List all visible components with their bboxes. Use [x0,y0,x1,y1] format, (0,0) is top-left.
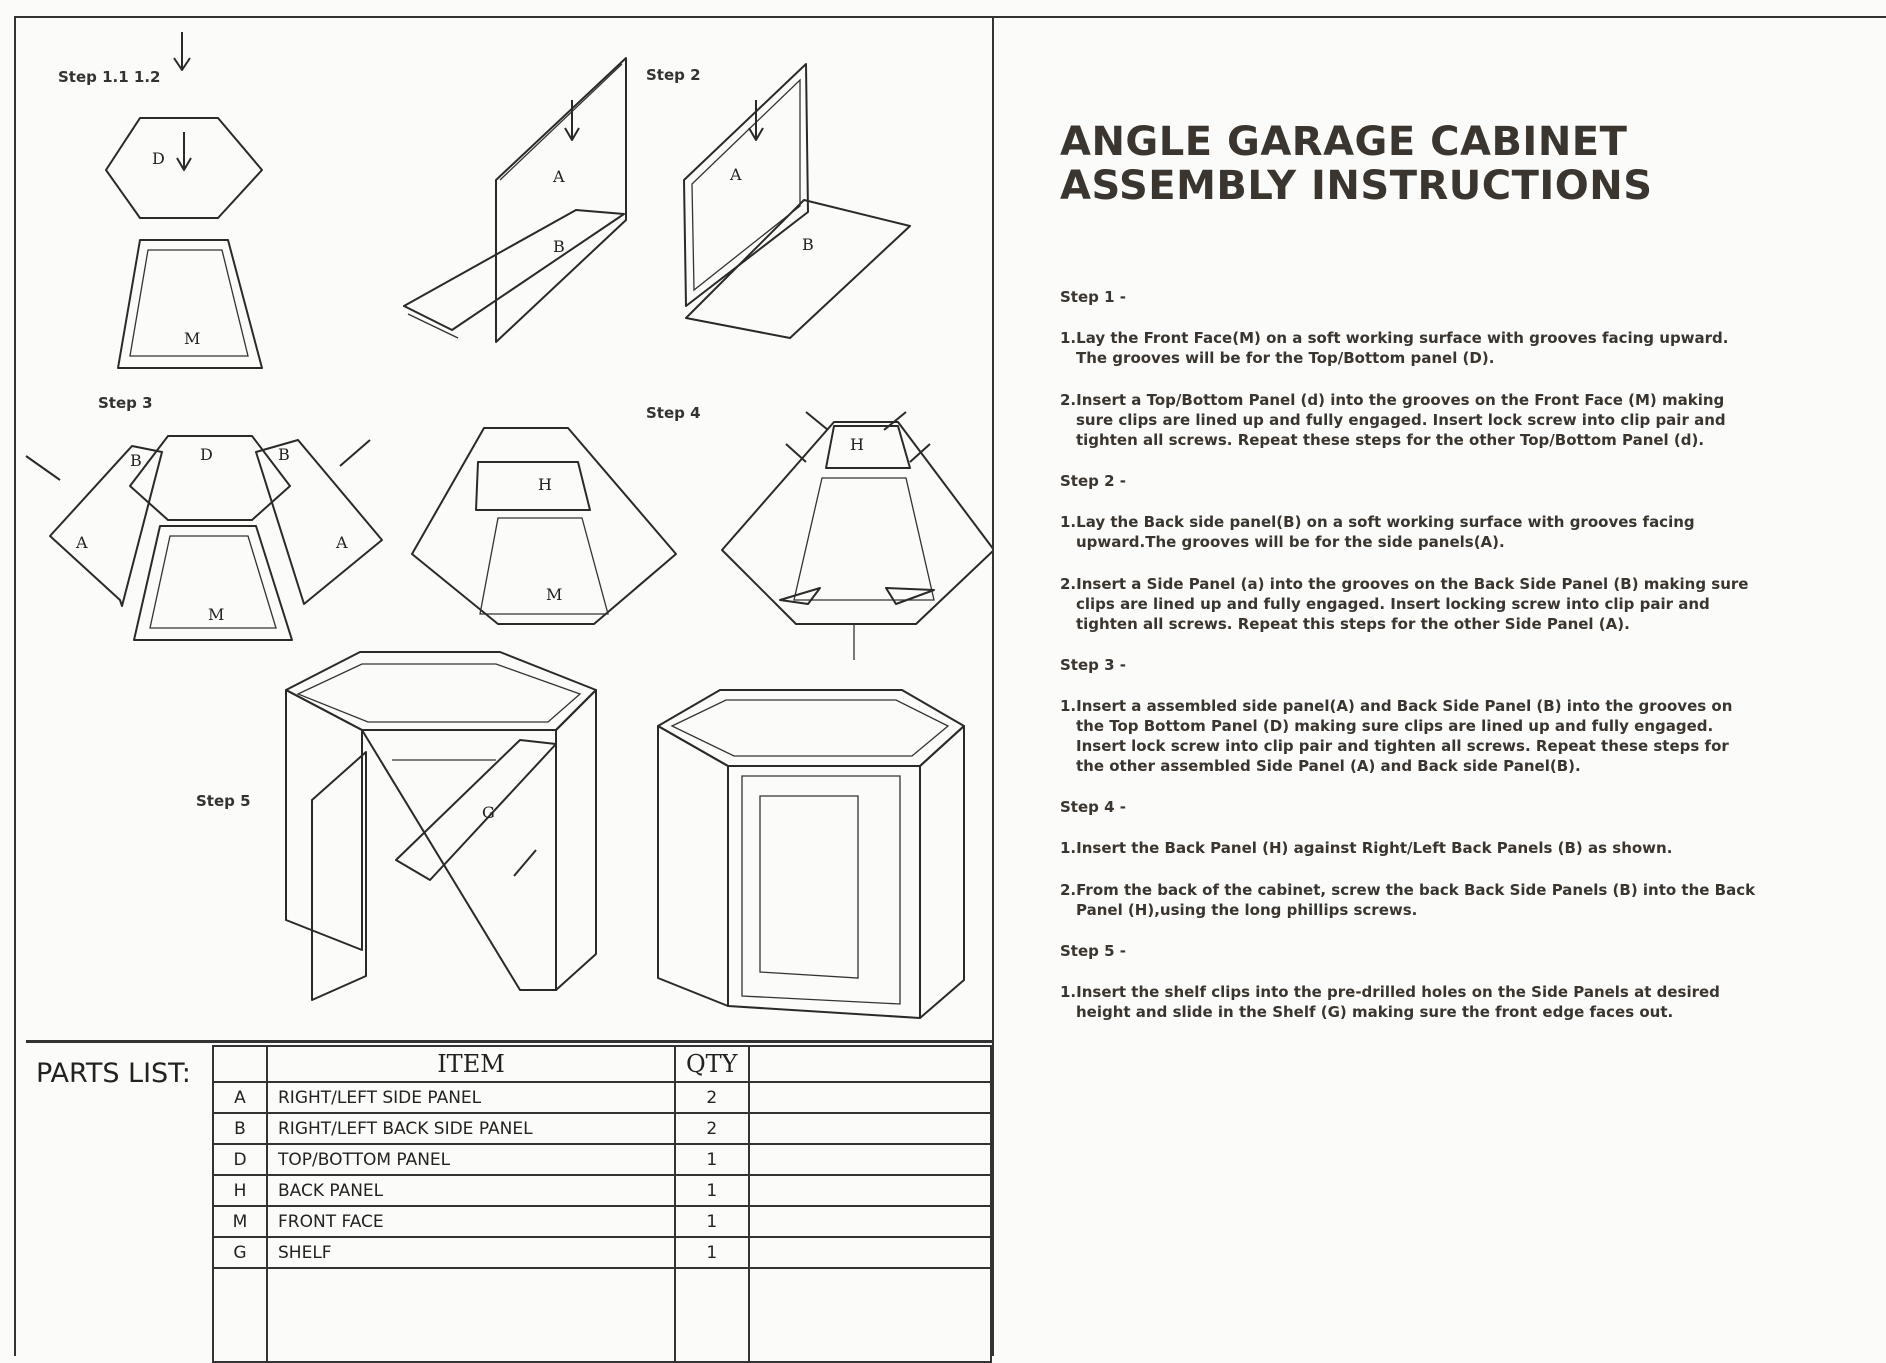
part-letter-a-right-step3: A [336,533,348,552]
part-qty: 1 [675,1237,749,1268]
part-letter-a-step2: A [553,167,565,186]
instructions-body [1060,288,1760,1044]
part-code: A [213,1082,267,1113]
step-4-left-drawing [412,428,676,624]
part-qty: 1 [675,1175,749,1206]
step-2-right-drawing [684,64,910,338]
part-item [267,1268,675,1362]
step-4-label: Step 4 [646,404,701,422]
part-item: BACK PANEL [267,1175,675,1206]
part-blank [749,1268,991,1362]
header-qty: QTY [675,1046,749,1082]
step-2-item-2: 2.Insert a Side Panel (a) into the grooves on the Back Side Panel (B) making sure clips are lined up and fully engaged. Insert locking screw into clip pair and tighten all screws. Repeat this steps for the other Side Panel (A). [1060,575,1749,633]
step-5-item-1: 1.Insert the shelf clips into the pre-drilled holes on the Side Panels at desired height and slide in the Shelf (G) making sure the front edge faces out. [1060,983,1720,1021]
part-letter-b-right-step3: B [278,445,290,464]
step-5-heading: Step 5 - [1060,942,1126,960]
parts-list-divider [26,1040,992,1043]
part-qty [675,1268,749,1362]
step-5-right-drawing [658,690,964,1018]
header-item: ITEM [267,1046,675,1082]
step-1-heading: Step 1 - [1060,288,1126,306]
table-row-empty [213,1268,991,1362]
part-code: D [213,1144,267,1175]
parts-list-table [212,1045,992,1363]
part-letter-d-step3: D [200,445,213,464]
table-row [213,1144,991,1175]
part-item: SHELF [267,1237,675,1268]
table-row [213,1237,991,1268]
step-4-item-2: 2.From the back of the cabinet, screw the back Back Side Panels (B) into the Back Panel (H),using the long phillips screws. [1060,881,1756,919]
step-3-heading: Step 3 - [1060,656,1126,674]
table-row [213,1175,991,1206]
part-code: G [213,1237,267,1268]
part-qty: 1 [675,1144,749,1175]
assembly-diagram [0,0,992,1040]
part-item: RIGHT/LEFT SIDE PANEL [267,1082,675,1113]
step-3-label: Step 3 [98,394,153,412]
title-line-2: ASSEMBLY INSTRUCTIONS [1060,163,1653,209]
table-row [213,1206,991,1237]
part-letter-h-step4: H [538,475,552,494]
step-2-left-drawing [404,58,626,342]
part-blank [749,1237,991,1268]
part-letter-m-step4: M [546,585,563,604]
part-blank [749,1082,991,1113]
step-5-label: Step 5 [196,792,251,810]
part-blank [749,1113,991,1144]
parts-list-title: PARTS LIST: [36,1058,191,1089]
table-row [213,1082,991,1113]
part-letter-a-left-step3: A [76,533,88,552]
part-letter-h-step4b: H [850,435,864,454]
part-letter-g-step5: G [482,803,495,822]
part-code: H [213,1175,267,1206]
part-letter-b-left-step3: B [130,451,142,470]
step-1-item-1: 1.Lay the Front Face(M) on a soft working surface with grooves facing upward. The grooves will be for the Top/Bottom panel (D). [1060,329,1729,367]
table-row [213,1113,991,1144]
part-code [213,1268,267,1362]
step-4-heading: Step 4 - [1060,798,1126,816]
parts-table-header [213,1046,991,1082]
part-item: FRONT FACE [267,1206,675,1237]
part-letter-m: M [184,329,201,348]
step-1-drawing [106,32,262,368]
header-code [213,1046,267,1082]
step-2-label: Step 2 [646,66,701,84]
part-item: TOP/BOTTOM PANEL [267,1144,675,1175]
part-code: B [213,1113,267,1144]
step-2-item-1: 1.Lay the Back side panel(B) on a soft working surface with grooves facing upward.The grooves will be for the side panels(A). [1060,513,1695,551]
header-blank [749,1046,991,1082]
step-4-right-drawing [722,412,992,660]
part-blank [749,1144,991,1175]
part-letter-m-step3: M [208,605,225,624]
part-qty: 2 [675,1082,749,1113]
step-3-item-1: 1.Insert a assembled side panel(A) and Back Side Panel (B) into the grooves on the Top Bottom Panel (D) making sure clips are lined up and fully engaged. Insert lock screw into clip pair and tighten all screws. Repeat these steps for the other assembled Side Panel (A) and Back side Panel(B). [1060,697,1733,775]
step-1-item-2: 2.Insert a Top/Bottom Panel (d) into the grooves on the Front Face (M) making sure clips are lined up and fully engaged. Insert lock screw into clip pair and tighten all screws. Repeat these steps for the other Top/Bottom Panel (d). [1060,391,1726,449]
title-line-1: ANGLE GARAGE CABINET [1060,119,1628,165]
step-1-label: Step 1.1 1.2 [58,68,161,86]
part-letter-b-step2: B [553,237,565,256]
part-code: M [213,1206,267,1237]
part-letter-b-step2b: B [802,235,814,254]
part-blank [749,1175,991,1206]
step-3-drawing [26,436,382,640]
document-title [1060,120,1653,208]
column-divider [992,16,994,1356]
step-5-left-drawing [286,652,596,1000]
step-2-heading: Step 2 - [1060,472,1126,490]
part-qty: 1 [675,1206,749,1237]
part-blank [749,1206,991,1237]
part-qty: 2 [675,1113,749,1144]
part-letter-a-step2b: A [730,165,742,184]
step-4-item-1: 1.Insert the Back Panel (H) against Right/Left Back Panels (B) as shown. [1060,839,1673,857]
part-item: RIGHT/LEFT BACK SIDE PANEL [267,1113,675,1144]
part-letter-d: D [152,149,165,168]
